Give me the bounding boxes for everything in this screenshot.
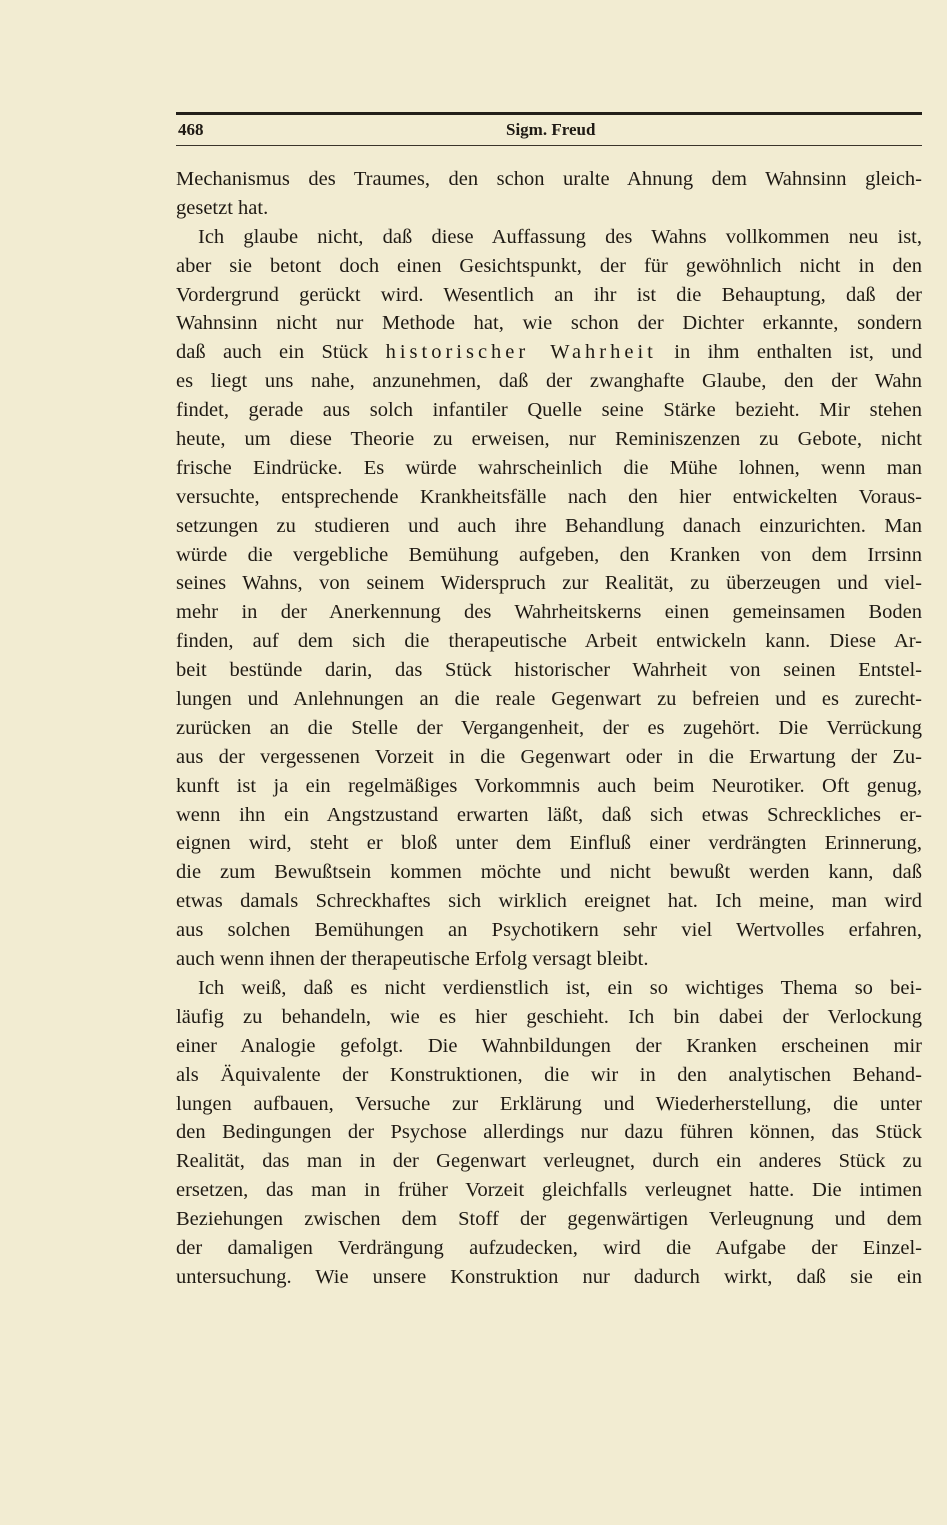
text-line: mehr in der Anerkennung des Wahrheitskerns einen gemeinsamen Boden — [176, 601, 922, 624]
paragraph-start-line: Ich glaube nicht, daß diese Auffassung des Wahns vollkommen neu ist, — [198, 225, 922, 248]
text-line: aus der vergessenen Vorzeit in die Gegenwart oder in die Erwartung der Zu- — [176, 745, 922, 768]
text-line: der damaligen Verdrängung aufzudecken, wird die Aufgabe der Einzel- — [176, 1236, 922, 1259]
text-line: die zum Bewußtsein kommen möchte und nicht bewußt werden kann, daß — [176, 861, 922, 884]
text-line: Wahnsinn nicht nur Methode hat, wie schon der Dichter erkannte, sondern — [176, 312, 922, 335]
paragraph-start-line: Ich weiß, daß es nicht verdienstlich ist, ein so wichtiges Thema so bei- — [198, 976, 922, 999]
body-text — [176, 165, 922, 1292]
text-line: versuchte, entsprechende Krankheitsfälle nach den hier entwickelten Voraus- — [176, 485, 922, 508]
text-line: heute, um diese Theorie zu erweisen, nur Reminiszenzen zu Gebote, nicht — [176, 428, 922, 451]
running-head: Sigm. Freud — [506, 120, 596, 139]
text-line: setzungen zu studieren und auch ihre Behandlung danach einzurichten. Man — [176, 514, 922, 537]
text-line: wenn ihn ein Angstzustand erwarten läßt, daß sich etwas Schreckliches er- — [176, 803, 922, 826]
text-line: kunft ist ja ein regelmäßiges Vorkommnis auch beim Neurotiker. Oft genug, — [176, 774, 922, 797]
text-line: beit bestünde darin, das Stück historischer Wahrheit von seinen Entstel- — [176, 659, 922, 682]
text-line: finden, auf dem sich die therapeutische Arbeit entwickeln kann. Diese Ar- — [176, 630, 922, 653]
emphasized-phrase: historischer Wahrheit — [385, 341, 657, 364]
text-line: findet, gerade aus solch infantiler Quelle seine Stärke bezieht. Mir stehen — [176, 399, 922, 422]
text-line: gesetzt hat. — [176, 196, 269, 219]
text-line: aber sie betont doch einen Gesichtspunkt, der für gewöhnlich nicht in den — [176, 254, 922, 277]
text-line: lungen und Anlehnungen an die reale Gegenwart zu befreien und es zurecht- — [176, 688, 922, 711]
text-line: Beziehungen zwischen dem Stoff der gegenwärtigen Verleugnung und dem — [176, 1208, 922, 1231]
text-line: den Bedingungen der Psychose allerdings nur dazu führen können, das Stück — [176, 1121, 922, 1144]
text-line: untersuchung. Wie unsere Konstruktion nur dadurch wirkt, daß sie ein — [176, 1265, 922, 1288]
text-line: eignen wird, steht er bloß unter dem Einfluß einer verdrängten Erinnerung, — [176, 832, 922, 855]
text-line: Realität, das man in der Gegenwart verleugnet, durch ein anderes Stück zu — [176, 1150, 922, 1173]
page-number: 468 — [178, 120, 204, 139]
text-line: zurücken an die Stelle der Vergangenheit, der es zugehört. Die Verrückung — [176, 716, 922, 739]
line-segment: in ihm enthalten ist, und — [674, 341, 922, 364]
text-line: es liegt uns nahe, anzunehmen, daß der zwanghafte Glaube, den der Wahn — [176, 370, 922, 393]
text-line: läufig zu behandeln, wie es hier geschieht. Ich bin dabei der Verlockung — [176, 1005, 922, 1028]
page-header — [176, 112, 922, 146]
text-line: als Äquivalente der Konstruktionen, die wir in den analytischen Behand- — [176, 1063, 922, 1086]
line-segment: daß auch ein Stück — [176, 341, 369, 364]
text-line: frische Eindrücke. Es würde wahrscheinlich die Mühe lohnen, wenn man — [176, 456, 922, 479]
text-line: Mechanismus des Traumes, den schon uralte Ahnung dem Wahnsinn gleich- — [176, 168, 922, 190]
text-line: Vordergrund gerückt wird. Wesentlich an ihr ist die Behauptung, daß der — [176, 283, 922, 306]
text-line: aus solchen Bemühungen an Psychotikern sehr viel Wertvolles erfahren, — [176, 919, 922, 942]
text-line: seines Wahns, von seinem Widerspruch zur Realität, zu überzeugen und viel- — [176, 572, 922, 595]
paragraph-end-line: auch wenn ihnen der therapeutische Erfolg versagt bleibt. — [176, 948, 649, 971]
text-line: würde die vergebliche Bemühung aufgeben, den Kranken von dem Irrsinn — [176, 543, 922, 566]
text-line: ersetzen, das man in früher Vorzeit gleichfalls verleugnet hatte. Die intimen — [176, 1179, 922, 1202]
text-line-with-emphasis — [176, 338, 922, 367]
text-line: lungen aufbauen, Versuche zur Erklärung und Wiederherstellung, die unter — [176, 1092, 922, 1115]
text-line: etwas damals Schreckhaftes sich wirklich ereignet hat. Ich meine, man wird — [176, 890, 922, 913]
text-line: einer Analogie gefolgt. Die Wahnbildungen der Kranken erscheinen mir — [176, 1034, 922, 1057]
